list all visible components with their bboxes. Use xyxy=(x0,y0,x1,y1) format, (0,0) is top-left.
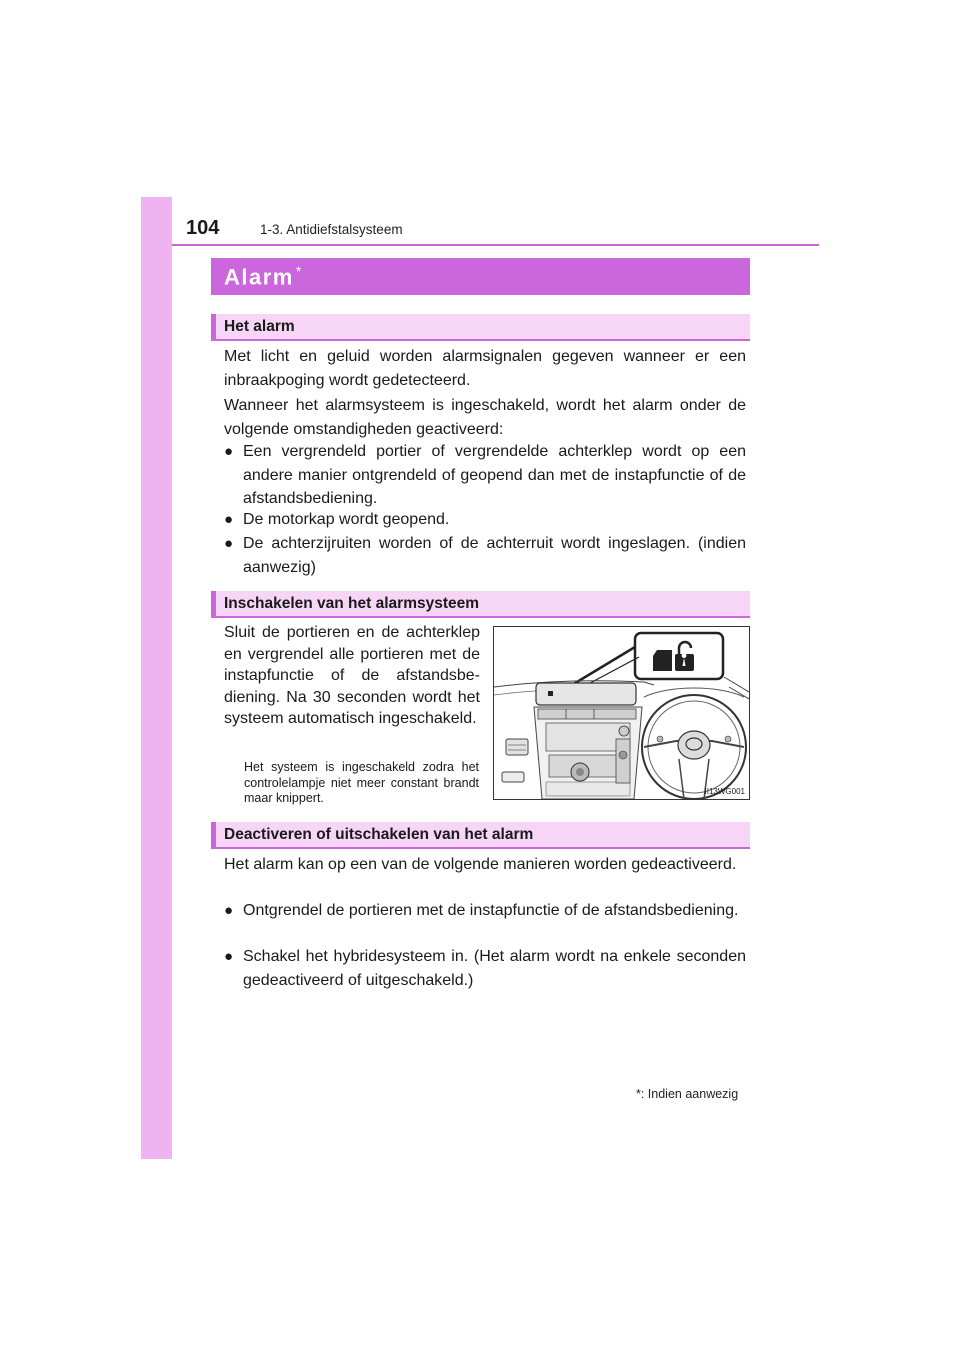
chapter-side-tab xyxy=(141,197,172,1159)
list-item: ● De achterzijruiten worden of de achterruit wordt ingeslagen. (indien aanwezig) xyxy=(224,532,746,579)
list-item: ● Ontgrendel de portieren met de instapfunctie of de afstandsbediening. xyxy=(224,899,746,923)
bullet-icon: ● xyxy=(224,443,234,460)
bullet-icon: ● xyxy=(224,902,234,919)
heading-deactiveren: Deactiveren of uitschakelen van het alarm xyxy=(211,822,750,849)
list-item: ● Schakel het hybridesysteem in. (Het alarm wordt na enkele seconden gedeactiveerd of uitgeschakeld.) xyxy=(224,945,746,992)
paragraph-inschakelen: Sluit de portieren en de achterklep en vergrendel alle portieren met de instapfunctie of de afstandsbediening. Na 30 seconden wordt het systeem automatisch ingeschakeld. xyxy=(224,624,480,727)
footnote: *: Indien aanwezig xyxy=(636,1087,739,1101)
heading-inschakelen: Inschakelen van het alarmsysteem xyxy=(211,591,750,618)
list-item: ● De motorkap wordt geopend. xyxy=(224,508,746,532)
section-label: 1-3. Antidiefstalsysteem xyxy=(260,222,403,237)
note-indicator: Het systeem is ingeschakeld zodra het controlelampje niet meer constant brandt maar knippert. xyxy=(244,760,479,805)
figure-code: II13WG001 xyxy=(704,787,745,796)
title-asterisk: * xyxy=(295,263,303,279)
title-bar xyxy=(211,258,750,295)
bullet-icon: ● xyxy=(224,511,234,528)
bullet-icon: ● xyxy=(224,948,234,965)
page-number: 104 xyxy=(186,217,220,239)
page-title: Alarm * xyxy=(224,263,303,290)
bullet-icon: ● xyxy=(224,535,234,552)
paragraph-alarm-intro: Met licht en geluid worden alarmsignalen gegeven wanneer er een inbraakpoging wordt gedetecteerd. xyxy=(224,348,746,389)
paragraph-alarm-conditions: Wanneer het alarmsysteem is ingeschakeld, wordt het alarm onder de volgende omstandigheden geactiveerd: xyxy=(224,397,746,438)
dashboard-illustration xyxy=(493,626,750,800)
list-item: ● Een vergrendeld portier of vergrendelde achterklep wordt op een andere manier ontgrendeld of geopend dan met de instapfunctie of de afstandsbediening. xyxy=(224,440,746,511)
heading-het-alarm: Het alarm xyxy=(211,314,750,341)
header-rule xyxy=(172,244,819,246)
dashboard-drawing xyxy=(494,627,749,799)
paragraph-deactiveren: Het alarm kan op een van de volgende manieren worden gedeactiveerd. xyxy=(224,856,737,873)
